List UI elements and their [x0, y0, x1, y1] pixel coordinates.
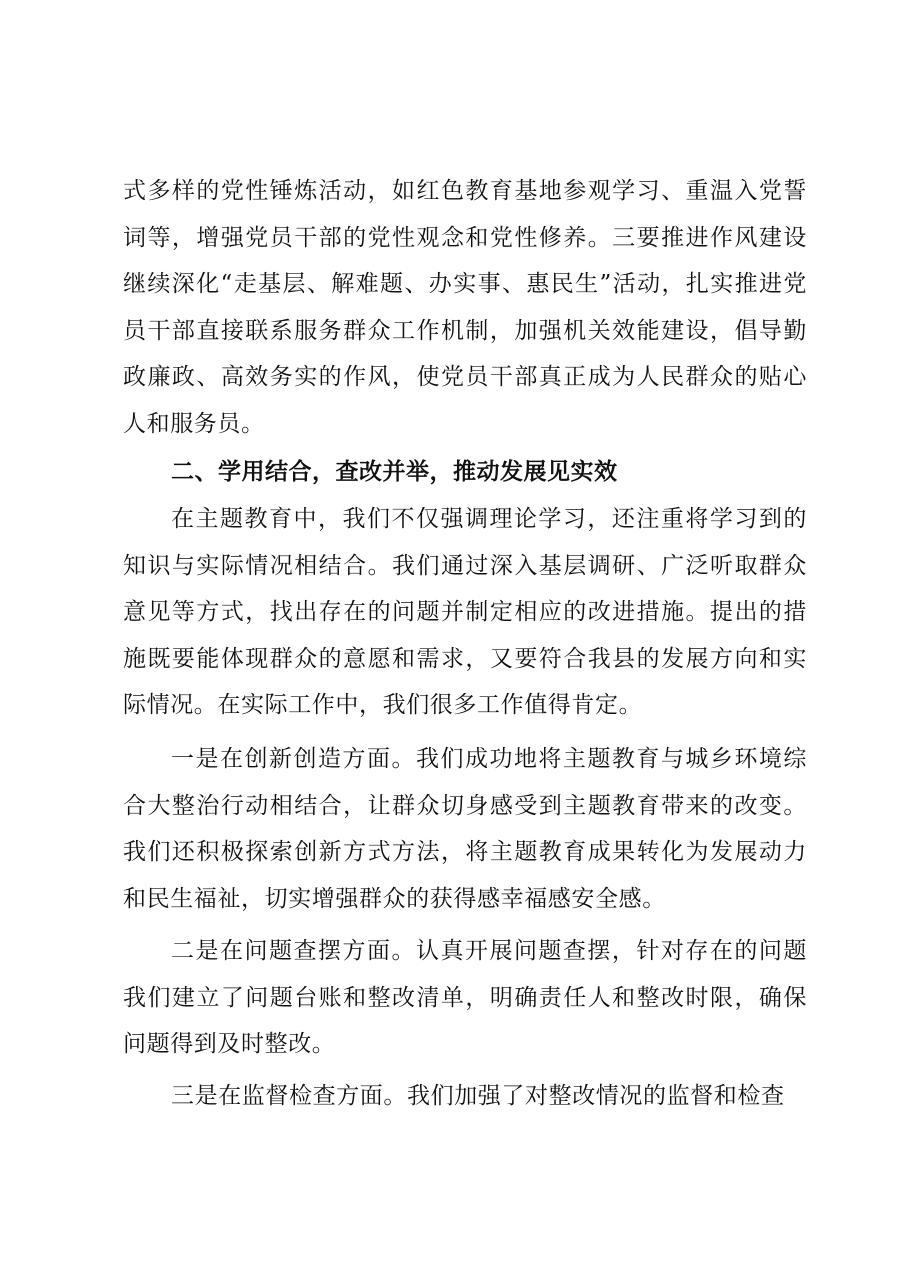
paragraph-supervision: 三是在监督检查方面。我们加强了对整改情况的监督和检查	[171, 1083, 785, 1109]
section-heading-2: 二、学用结合，查改并举，推动发展见实效	[171, 459, 618, 485]
paragraph-innovation: 一是在创新创造方面。我们成功地将主题教育与城乡环境综合大整治行动相结合，让群众切身感受到主题教育带来的改变。我们还积极探索创新方式方法，将主题教育成果转化为发展动力和民生福祉，切实增强群众的获得感幸福感安全感。	[123, 746, 807, 912]
paragraph-theme-education-practice: 在主题教育中，我们不仅强调理论学习，还注重将学习到的知识与实际情况相结合。我们通过深入基层调研、广泛听取群众意见等方式，找出存在的问题并制定相应的改进措施。提出的措施既要能体现群众的意愿和需求，又要符合我县的发展方向和实际情况。在实际工作中，我们很多工作值得肯定。	[123, 506, 807, 718]
paragraph-party-spirit-continuation: 式多样的党性锤炼活动，如红色教育基地参观学习、重温入党誓词等，增强党员干部的党性观念和党性修养。三要推进作风建设继续深化“走基层、解难题、办实事、惠民生”活动，扎实推进党员干部直接联系服务群众工作机制，加强机关效能建设，倡导勤政廉政、高效务实的作风，使党员干部真正成为人民群众的贴心人和服务员。	[123, 178, 807, 437]
paragraph-problem-review: 二是在问题查摆方面。认真开展问题查摆，针对存在的问题我们建立了问题台账和整改清单，明确责任人和整改时限，确保问题得到及时整改。	[123, 938, 807, 1057]
